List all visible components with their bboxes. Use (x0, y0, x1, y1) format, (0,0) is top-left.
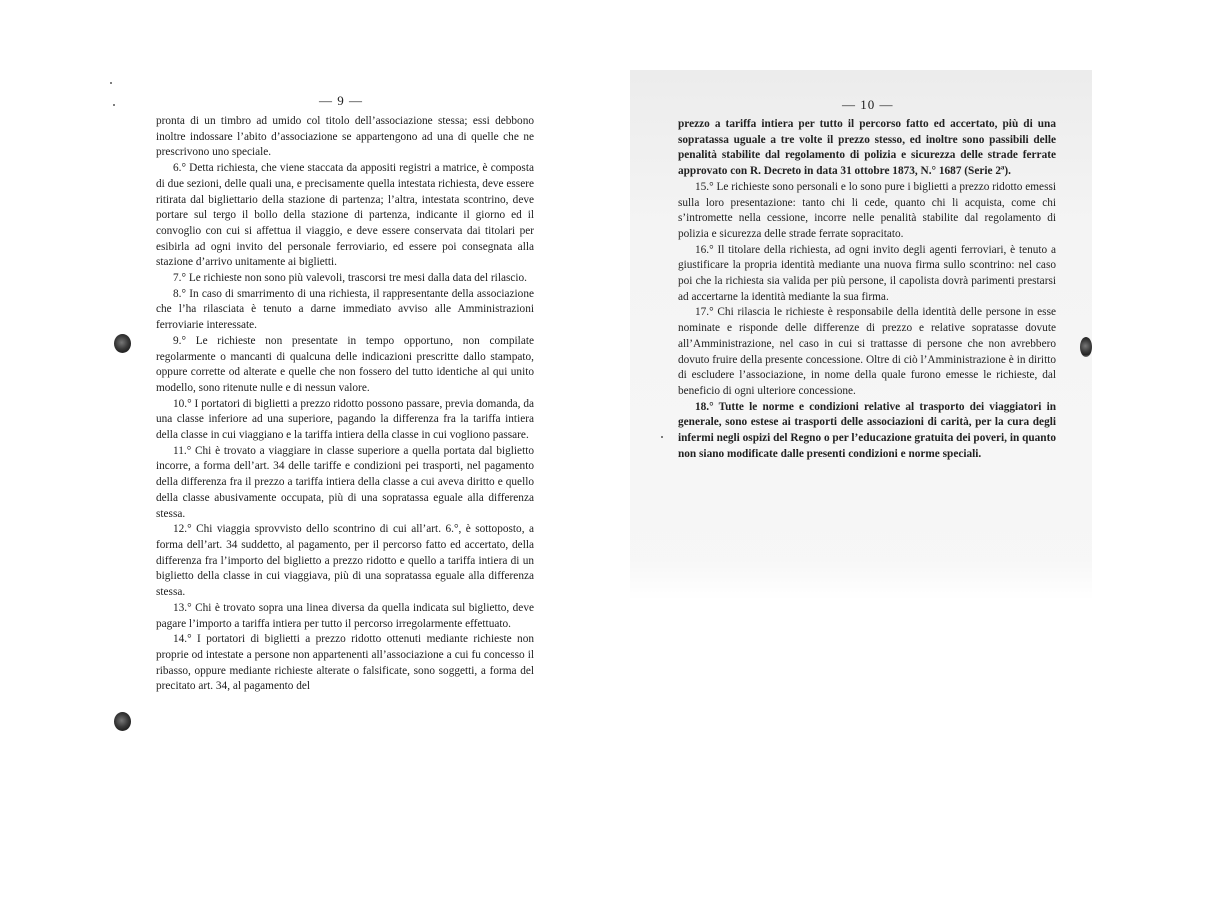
paragraph: pronta di un timbro ad umido col titolo dell’associazione stessa; essi debbono inoltre indossare l’abito d’associazione se appartengono ad una di quelle che ne prescrivono uno speciale. (156, 115, 534, 159)
page-number-right: — 10 — (842, 97, 894, 112)
paragraph: 13.° Chi è trovato sopra una linea diversa da quella indicata sul biglietto, deve pagare l’importo a tariffa intiera per tutto il percorso irregolarmente effettuato. (156, 601, 534, 630)
paragraph: 18.° Tutte le norme e condizioni relative al trasporto dei viaggiatori in generale, sono estese ai trasporti delle associazioni di carità, per la cura degli infermi negli ospizi del Regno o per l’educazione gratuita dei poveri, in quanto non siano modificate dalle presenti condizioni e norme speciali. (678, 400, 1056, 460)
paragraph: prezzo a tariffa intiera per tutto il percorso fatto ed accertato, più di una sopratassa uguale a tre volte il prezzo stesso, ed inoltre sono passibili delle penalità stabilite dal regolamento di polizia e sicurezza delle strade ferrate approvato con R. Decreto in data 31 ottobre 1873, N.° 1687 (Serie 2ª). (678, 118, 1056, 178)
paragraph: 16.° Il titolare della richiesta, ad ogni invito degli agenti ferroviari, è tenuto a giustificare la propria identità mediante una nuova firma sullo scontrino: nel caso poi che la richiesta sia valida per più persone, il capolista dovrà parimenti prestarsi ad accertarne la identità mediante la sua firma. (678, 243, 1056, 303)
speck (113, 104, 115, 106)
paragraph: 9.° Le richieste non presentate in tempo opportuno, non compilate regolarmente o mancanti di qualcuna delle indicazioni prescritte dallo stampato, oppure corrette od alterate e quelle che non fossero del tutto identiche al qui unito modello, sono ritenute nulle e di nessun valore. (156, 334, 534, 394)
paragraph: 15.° Le richieste sono personali e lo sono pure i biglietti a prezzo ridotto emessi sulla loro presentazione: tanto chi li cede, quanto chi li acquista, come chi s’intromette nella cessione, incorre nelle penalità stabilite dal regolamento di polizia e sicurezza delle strade ferrate sopracitato. (678, 180, 1056, 240)
paragraph: 8.° In caso di smarrimento di una richiesta, il rappresentante della associazione che l’ha rilasciata è tenuto a darne immediato avviso alle Amministrazioni ferroviarie interessate. (156, 287, 534, 332)
binding-hole-right (1080, 337, 1092, 357)
binding-hole-bottom-left (114, 712, 131, 731)
paragraph: 14.° I portatori di biglietti a prezzo ridotto ottenuti mediante richieste non proprie od intestate a persone non appartenenti all’associazione a cui fu concesso il ribasso, oppure mediante richieste alterate o falsificate, sono soggetti, a forma del precitato art. 34, al pagamento del (156, 633, 534, 693)
paragraph: 7.° Le richieste non sono più valevoli, trascorsi tre mesi dalla data del rilascio. (173, 272, 527, 285)
paragraph: 12.° Chi viaggia sprovvisto dello scontrino di cui all’art. 6.°, è sottoposto, a forma dell’art. 34 suddetto, al pagamento, per il percorso fatto ed accertato, della differenza fra l’importo del biglietto a prezzo ridotto e quello a tariffa intiera di un biglietto della classe in cui viaggiava, più di una sopratassa eguale alla differenza stessa. (156, 523, 534, 599)
speck (110, 82, 112, 84)
right-page-body (678, 117, 1056, 462)
binding-hole-top-left (114, 334, 131, 353)
right-page-bottom-fade (630, 560, 1092, 600)
left-page-body (156, 114, 534, 695)
paragraph: 11.° Chi è trovato a viaggiare in classe superiore a quella portata dal biglietto incorre, a forma dell’art. 34 delle tariffe e condizioni pei trasporti, nel pagamento della differenza fra il prezzo a tariffa intiera della classe a cui aveva diritto e quello della classe abusivamente occupata, più di una sopratassa eguale alla differenza stessa. (156, 444, 534, 520)
speck (661, 436, 663, 438)
paragraph: 10.° I portatori di biglietti a prezzo ridotto possono passare, previa domanda, da una classe inferiore ad una superiore, pagando la differenza fra la tariffa intiera della classe in cui viaggiano e la tariffa intiera della classe in cui vogliono passare. (156, 397, 534, 442)
paragraph: 6.° Detta richiesta, che viene staccata da appositi registri a matrice, è composta di due sezioni, delle quali una, e precisamente quella intestata richiesta, deve essere ritirata dal bigliettario della stazione di partenza; l’altra, intestata scontrino, deve portare sul tergo il bollo della stazione di partenza, indicante il giorno ed il convoglio con cui si affettua il viaggio, e deve essere conservata dai titolari per esibirla ad ogni invito del personale ferroviario, ed essere poi consegnata alla stazione d’arrivo unitamente ai biglietti. (156, 162, 534, 269)
page-number-left: — 9 — (319, 93, 363, 108)
paragraph: 17.° Chi rilascia le richieste è responsabile della identità delle persone in esse nominate e risponde delle differenze di prezzo e relative sopratasse dovute all’Amministrazione, nel caso in cui si trattasse di persone che non avrebbero dovuto fruire della presente concessione. Oltre di ciò l’Amministrazione è in diritto di escludere l’associazione, in nome della quale furono emesse le richieste, dal beneficio di ogni ulteriore concessione. (678, 306, 1056, 397)
